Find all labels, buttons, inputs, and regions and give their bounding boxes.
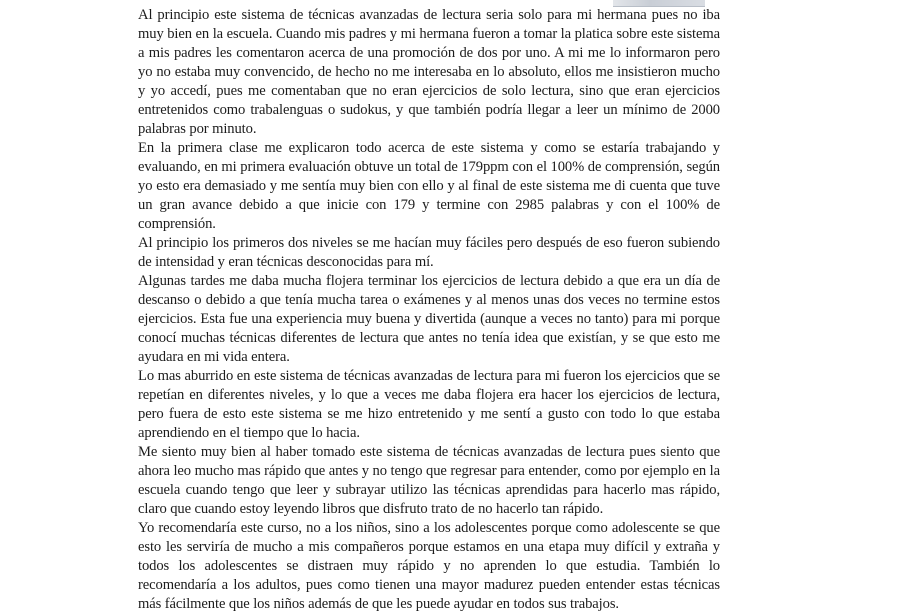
paragraph-1: Al principio este sistema de técnicas avanzadas de lectura seria solo para mi hermana pues no iba muy bien en la escuela. Cuando mis padres y mi hermana fueron a tomar la platica sobre este sistema a mis padres les comentaron acerca de una promoción de dos por uno. A mi me lo informaron pero yo no estaba muy convencido, de hecho no me interesaba en lo absoluto, ellos me insistieron mucho y yo accedí, pues me comentaban que no eran ejercicios de solo lectura, sino que eran ejercicios entretenidos como trabalenguas o sudokus, y que también podría llegar a leer un mínimo de 2000 palabras por minuto.: [138, 7, 720, 137]
paragraph-4: Algunas tardes me daba mucha flojera terminar los ejercicios de lectura debido a que era un día de descanso o debido a que tenía mucha tarea o exámenes y al menos unas dos veces no termine estos ejercicios. Esta fue una experiencia muy buena y divertida (aunque a veces no tanto) para mi porque conocí muchas técnicas diferentes de lectura que antes no tenía idea que existían, y se que esto me ayudara en mi vida entera.: [138, 273, 720, 365]
document-body: [138, 6, 720, 614]
paragraph-3: Al principio los primeros dos niveles se me hacían muy fáciles pero después de eso fueron subiendo de intensidad y eran técnicas desconocidas para mí.: [138, 235, 720, 270]
paragraph-2: En la primera clase me explicaron todo acerca de este sistema y como se estaría trabajando y evaluando, en mi primera evaluación obtuve un total de 179ppm con el 100% de comprensión, según yo esto era demasiado y me sentía muy bien con ello y al final de este sistema me di cuenta que tuve un gran avance debido a que inicie con 179 y termine con 2985 palabras y con el 100% de comprensión.: [138, 140, 720, 232]
paragraph-5: Lo mas aburrido en este sistema de técnicas avanzadas de lectura para mi fueron los ejercicios que se repetían en diferentes niveles, y lo que a veces me daba flojera era hacer los ejercicios de lectura, pero fuera de esto este sistema se me hizo entretenido y me sentí a gusto con todo lo que estaba aprendiendo en el tiempo que lo hacia.: [138, 368, 720, 441]
paragraph-6: Me siento muy bien al haber tomado este sistema de técnicas avanzadas de lectura pues siento que ahora leo mucho mas rápido que antes y no tengo que regresar para entender, como por ejemplo en la escuela cuando tengo que leer y subrayar utilizo las técnicas aprendidas para hacerlo mas rápido, claro que cuando estoy leyendo libros que disfruto trato de no hacerlo tan rápido.: [138, 444, 720, 517]
paragraph-7: Yo recomendaría este curso, no a los niños, sino a los adolescentes porque como adolescente se que esto les serviría de mucho a mis compañeros porque estamos en una etapa muy difícil y extraña y todos los adolescentes se distraen muy rápido y no aprenden lo que estudia. También lo recomendaría a los adultos, pues como tienen una mayor madurez pueden entender estas técnicas más fácilmente que los niños además de que les puede ayudar en todos sus trabajos.: [138, 520, 720, 612]
